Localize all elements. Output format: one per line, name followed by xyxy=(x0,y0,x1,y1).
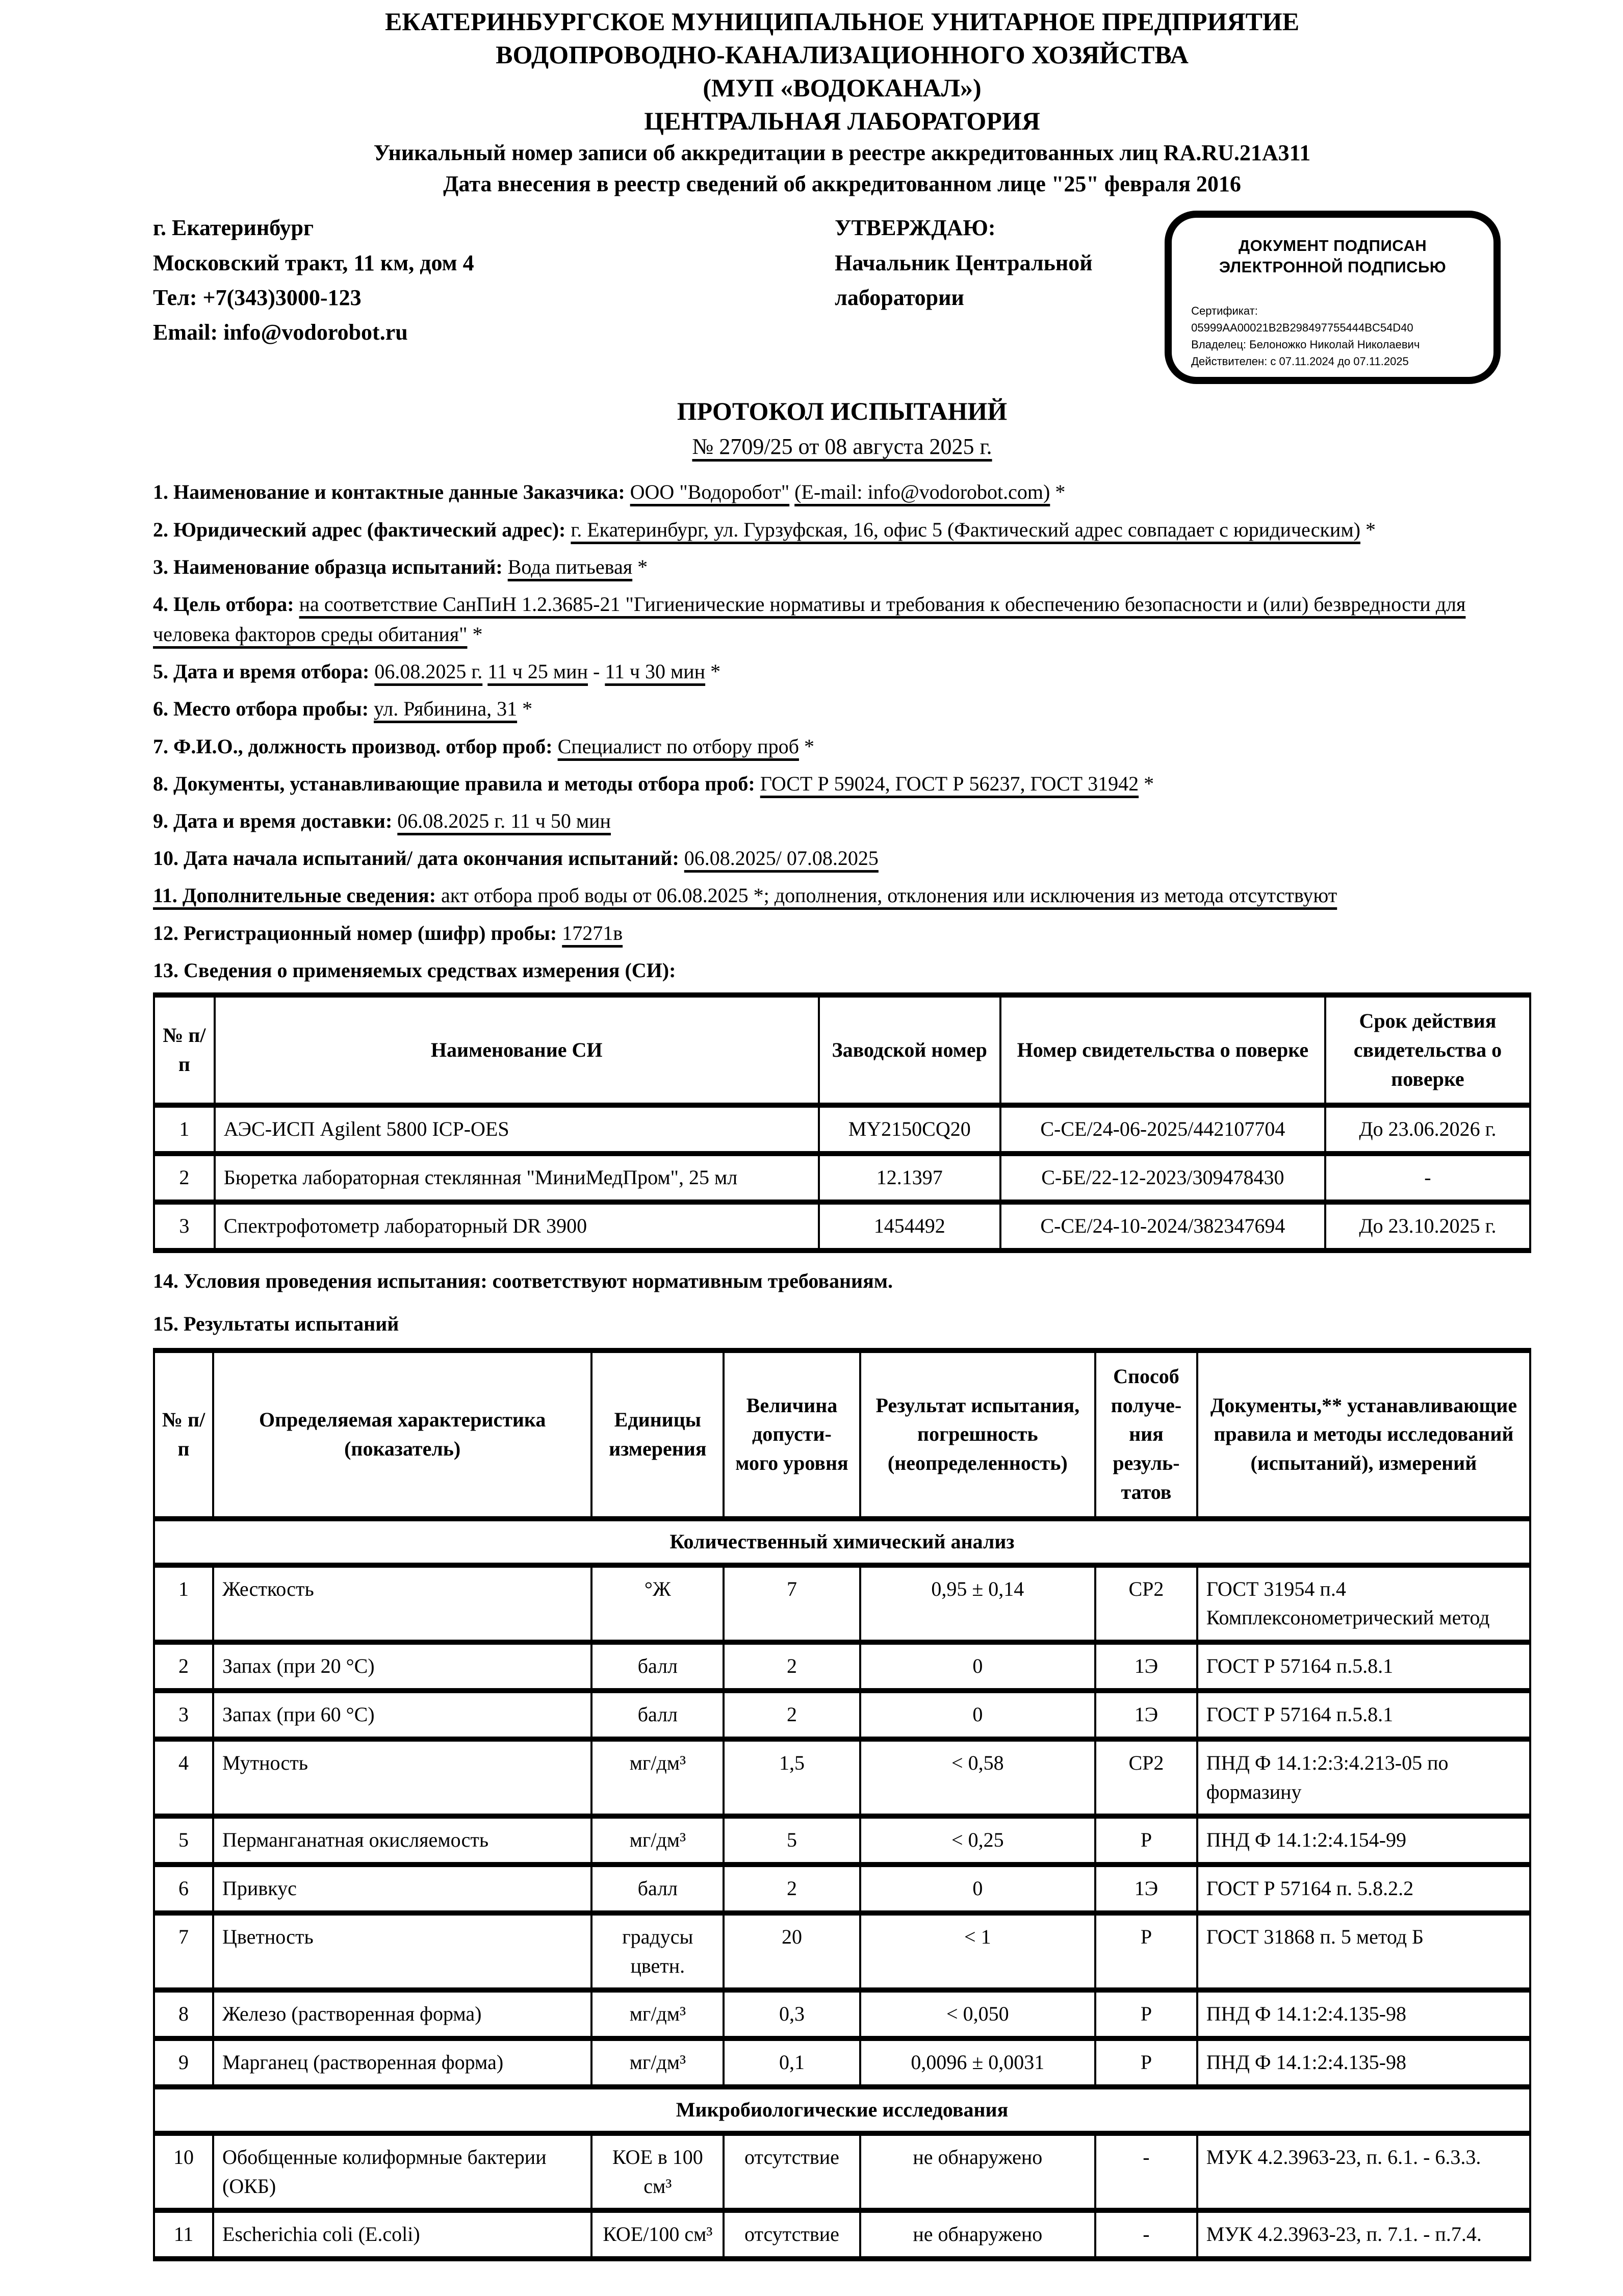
org-header xyxy=(153,5,1531,199)
table-cell: Р xyxy=(1095,1990,1197,2038)
table-cell: КОЕ в 100 см³ xyxy=(591,2133,724,2211)
table-cell: ПНД Ф 14.1:2:3:4.213-05 по формазину xyxy=(1197,1739,1530,1817)
table-cell: СР2 xyxy=(1095,1565,1197,1643)
results-column-header: Единицы измерения xyxy=(591,1350,724,1519)
table-cell: < 0,25 xyxy=(860,1816,1096,1865)
table-cell: ПНД Ф 14.1:2:4.135-98 xyxy=(1197,2038,1530,2087)
protocol-items xyxy=(153,477,1531,985)
contact-email: Email: info@vodorobot.ru xyxy=(153,320,408,345)
table-cell: Перманганатная окисляемость xyxy=(213,1816,591,1865)
table-cell: Обобщенные колиформные бактерии (ОКБ) xyxy=(213,2133,591,2211)
table-cell: балл xyxy=(591,1865,724,1913)
table-cell: С-СЕ/24-06-2025/442107704 xyxy=(1000,1105,1325,1154)
table-cell: Спектрофотометр лабораторный DR 3900 xyxy=(215,1202,819,1251)
table-cell: 1 xyxy=(154,1565,213,1643)
results-table-row xyxy=(154,1913,1530,1991)
table-cell: мг/дм³ xyxy=(591,1739,724,1817)
protocol-item: 4. Цель отбора: на соответствие СанПиН 1.2.3685-21 "Гигиенические нормативы и требования к обеспечению безопасности и (или) безвредности для человека факторов среды обитания" * xyxy=(153,592,1466,646)
table-cell: КОЕ/100 см³ xyxy=(591,2210,724,2259)
table-cell: АЭС-ИСП Agilent 5800 ICP-OES xyxy=(215,1105,819,1154)
results-column-header: Результат испытания, погрешность (неопределенность) xyxy=(860,1350,1096,1519)
validity-line: Действителен: с 07.11.2024 до 07.11.2025 xyxy=(1191,355,1409,368)
org-name-line-4: ЦЕНТРАЛЬНАЯ ЛАБОРАТОРИЯ xyxy=(644,107,1040,135)
protocol-item: 12. Регистрационный номер (шифр) пробы: 17271в xyxy=(153,921,623,945)
table-cell: ГОСТ Р 57164 п.5.8.1 xyxy=(1197,1691,1530,1739)
table-cell: 1 xyxy=(154,1105,215,1154)
table-cell: < 1 xyxy=(860,1913,1096,1991)
protocol-item: 1. Наименование и контактные данные Заказчика: ООО "Водоробот" (E-mail: info@vodorobot.com) * xyxy=(153,480,1066,504)
results-heading: 15. Результаты испытаний xyxy=(153,1312,399,1335)
si-table xyxy=(153,992,1531,1253)
results-table-row xyxy=(154,2038,1530,2087)
table-cell: Мутность xyxy=(213,1739,591,1817)
table-cell: 7 xyxy=(154,1913,213,1991)
table-cell: 8 xyxy=(154,1990,213,2038)
table-cell: Escherichia coli (E.coli) xyxy=(213,2210,591,2259)
info-row xyxy=(153,211,1531,384)
results-table-row xyxy=(154,1691,1530,1739)
table-cell: ГОСТ Р 57164 п.5.8.1 xyxy=(1197,1642,1530,1691)
results-table-header-row xyxy=(154,1350,1530,1519)
digital-signature-stamp xyxy=(1165,211,1501,384)
table-cell: 0,1 xyxy=(724,2038,860,2087)
stamp-details xyxy=(1191,302,1474,370)
results-column-header: Документы,** устанавливающие правила и методы исследований (испытаний), измерений xyxy=(1197,1350,1530,1519)
table-cell: 1454492 xyxy=(819,1202,1000,1251)
table-cell: До 23.06.2026 г. xyxy=(1325,1105,1530,1154)
approver-title-line-2: лаборатории xyxy=(835,285,964,310)
protocol-item: 5. Дата и время отбора: 06.08.2025 г. 11 ч 25 мин - 11 ч 30 мин * xyxy=(153,660,721,683)
results-section-row xyxy=(154,2087,1530,2133)
table-cell: 1Э xyxy=(1095,1865,1197,1913)
table-cell: - xyxy=(1325,1154,1530,1202)
org-name-line-1: ЕКАТЕРИНБУРГСКОЕ МУНИЦИПАЛЬНОЕ УНИТАРНОЕ ПРЕДПРИЯТИЕ xyxy=(384,7,1300,36)
table-cell: Привкус xyxy=(213,1865,591,1913)
table-cell: 1,5 xyxy=(724,1739,860,1817)
table-cell: балл xyxy=(591,1642,724,1691)
si-column-header: Номер свидетельства о поверке xyxy=(1000,995,1325,1105)
table-cell: Бюретка лабораторная стеклянная "МиниМедПром", 25 мл xyxy=(215,1154,819,1202)
protocol-item: 11. Дополнительные сведения: акт отбора проб воды от 06.08.2025 *; дополнения, отклонения или исключения из метода отсутствуют xyxy=(153,884,1337,907)
table-cell: Р xyxy=(1095,1913,1197,1991)
table-cell: Марганец (растворенная форма) xyxy=(213,2038,591,2087)
stamp-title xyxy=(1191,235,1474,278)
contact-address: Московский тракт, 11 км, дом 4 xyxy=(153,250,474,275)
protocol-item: 13. Сведения о применяемых средствах измерения (СИ): xyxy=(153,958,676,982)
stamp-title-line-2: ЭЛЕКТРОННОЙ ПОДПИСЬЮ xyxy=(1219,258,1447,276)
contact-city: г. Екатеринбург xyxy=(153,215,314,241)
results-table-row xyxy=(154,1642,1530,1691)
protocol-item: 2. Юридический адрес (фактический адрес): г. Екатеринбург, ул. Гурзуфская, 16, офис 5 (Фактический адрес совпадает с юридическим) * xyxy=(153,518,1376,541)
table-cell: Р xyxy=(1095,2038,1197,2087)
table-cell: ГОСТ 31954 п.4 Комплексонометрический метод xyxy=(1197,1565,1530,1643)
org-name-line-2: ВОДОПРОВОДНО-КАНАЛИЗАЦИОННОГО ХОЗЯЙСТВА xyxy=(496,40,1189,69)
table-cell: 11 xyxy=(154,2210,213,2259)
results-column-header: Определяемая характеристика (показатель) xyxy=(213,1350,591,1519)
table-cell: МУК 4.2.3963-23, п. 7.1. - п.7.4. xyxy=(1197,2210,1530,2259)
table-cell: 2 xyxy=(724,1642,860,1691)
table-cell: 2 xyxy=(724,1691,860,1739)
table-cell: 0 xyxy=(860,1691,1096,1739)
si-table-row xyxy=(154,1154,1530,1202)
table-cell: МУК 4.2.3963-23, п. 6.1. - 6.3.3. xyxy=(1197,2133,1530,2211)
si-column-header: Наименование СИ xyxy=(215,995,819,1105)
si-table-header-row xyxy=(154,995,1530,1105)
contact-block xyxy=(153,211,733,350)
results-column-header: Способ получе-ния резуль-татов xyxy=(1095,1350,1197,1519)
results-table-row xyxy=(154,1990,1530,2038)
si-table-body xyxy=(154,1105,1530,1250)
table-cell: С-БЕ/22-12-2023/309478430 xyxy=(1000,1154,1325,1202)
table-cell: СР2 xyxy=(1095,1739,1197,1817)
table-cell: 0,0096 ± 0,0031 xyxy=(860,2038,1096,2087)
results-table-row xyxy=(154,1565,1530,1643)
protocol-title: ПРОТОКОЛ ИСПЫТАНИЙ xyxy=(677,397,1008,426)
table-cell: балл xyxy=(591,1691,724,1739)
table-cell: 6 xyxy=(154,1865,213,1913)
protocol-item: 8. Документы, устанавливающие правила и методы отбора проб: ГОСТ Р 59024, ГОСТ Р 56237, ГОСТ 31942 * xyxy=(153,772,1154,795)
table-cell: °Ж xyxy=(591,1565,724,1643)
table-cell: С-СЕ/24-10-2024/382347694 xyxy=(1000,1202,1325,1251)
table-cell: 5 xyxy=(724,1816,860,1865)
results-table-body xyxy=(154,1519,1530,2259)
protocol-number: № 2709/25 от 08 августа 2025 г. xyxy=(692,433,992,459)
table-cell: Р xyxy=(1095,1816,1197,1865)
results-column-header: Величина допусти-мого уровня xyxy=(724,1350,860,1519)
protocol-item: 6. Место отбора пробы: ул. Рябинина, 31 * xyxy=(153,697,533,721)
protocol-item: 3. Наименование образца испытаний: Вода питьевая * xyxy=(153,555,648,578)
si-table-row xyxy=(154,1202,1530,1251)
table-cell: Запах (при 60 °С) xyxy=(213,1691,591,1739)
owner-line: Владелец: Белоножко Николай Николаевич xyxy=(1191,338,1420,351)
accreditation-line: Уникальный номер записи об аккредитации в реестре аккредитованных лиц RA.RU.21А311 xyxy=(373,140,1311,165)
results-table-row xyxy=(154,1739,1530,1817)
stamp-title-line-1: ДОКУМЕНТ ПОДПИСАН xyxy=(1239,237,1427,255)
table-cell: 0,95 ± 0,14 xyxy=(860,1565,1096,1643)
certificate-line: Сертификат: 05999AA00021B2B298497755444BC54D40 xyxy=(1191,304,1413,335)
contact-phone: Тел: +7(343)3000-123 xyxy=(153,285,362,310)
approver-title-line-1: Начальник Центральной xyxy=(835,250,1093,275)
table-cell: 2 xyxy=(724,1865,860,1913)
table-cell: 1Э xyxy=(1095,1691,1197,1739)
org-name-line-3: (МУП «ВОДОКАНАЛ») xyxy=(703,73,982,102)
table-cell: мг/дм³ xyxy=(591,2038,724,2087)
approval-block xyxy=(835,211,1165,315)
table-cell: 2 xyxy=(154,1154,215,1202)
table-cell: MY2150CQ20 xyxy=(819,1105,1000,1154)
si-column-header: № п/п xyxy=(154,995,215,1105)
table-cell: 1Э xyxy=(1095,1642,1197,1691)
table-cell: градусы цветн. xyxy=(591,1913,724,1991)
table-cell: До 23.10.2025 г. xyxy=(1325,1202,1530,1251)
results-table-row xyxy=(154,1865,1530,1913)
table-cell: 3 xyxy=(154,1202,215,1251)
table-cell: ПНД Ф 14.1:2:4.154-99 xyxy=(1197,1816,1530,1865)
table-cell: 7 xyxy=(724,1565,860,1643)
results-section-title: Микробиологические исследования xyxy=(154,2087,1530,2133)
table-cell: 2 xyxy=(154,1642,213,1691)
results-table-row xyxy=(154,2210,1530,2259)
results-table-row xyxy=(154,1816,1530,1865)
table-cell: 5 xyxy=(154,1816,213,1865)
table-cell: мг/дм³ xyxy=(591,1990,724,2038)
results-section-row xyxy=(154,1519,1530,1565)
table-cell: не обнаружено xyxy=(860,2210,1096,2259)
protocol-item: 7. Ф.И.О., должность производ. отбор проб: Специалист по отбору проб * xyxy=(153,734,814,758)
table-cell: 12.1397 xyxy=(819,1154,1000,1202)
conditions-line: 14. Условия проведения испытания: соответствуют нормативным требованиям. xyxy=(153,1269,893,1292)
protocol-item: 10. Дата начала испытаний/ дата окончания испытаний: 06.08.2025/ 07.08.2025 xyxy=(153,847,879,870)
table-cell: < 0,58 xyxy=(860,1739,1096,1817)
table-cell: - xyxy=(1095,2210,1197,2259)
table-cell: ГОСТ 31868 п. 5 метод Б xyxy=(1197,1913,1530,1991)
table-cell: 4 xyxy=(154,1739,213,1817)
table-cell: 20 xyxy=(724,1913,860,1991)
table-cell: Железо (растворенная форма) xyxy=(213,1990,591,2038)
protocol-item: 9. Дата и время доставки: 06.08.2025 г. 11 ч 50 мин xyxy=(153,809,611,833)
results-column-header: № п/п xyxy=(154,1350,213,1519)
table-cell: 0 xyxy=(860,1642,1096,1691)
results-table-row xyxy=(154,2133,1530,2211)
si-column-header: Срок действия свидетельства о поверке xyxy=(1325,995,1530,1105)
table-cell: 3 xyxy=(154,1691,213,1739)
si-table-row xyxy=(154,1105,1530,1154)
registry-date-line: Дата внесения в реестр сведений об аккредитованном лице "25" февраля 2016 xyxy=(443,171,1241,196)
table-cell: Запах (при 20 °С) xyxy=(213,1642,591,1691)
approval-label: УТВЕРЖДАЮ: xyxy=(835,215,996,241)
table-cell: 0 xyxy=(860,1865,1096,1913)
table-cell: 0,3 xyxy=(724,1990,860,2038)
table-cell: Цветность xyxy=(213,1913,591,1991)
table-cell: - xyxy=(1095,2133,1197,2211)
table-cell: < 0,050 xyxy=(860,1990,1096,2038)
table-cell: 9 xyxy=(154,2038,213,2087)
results-table xyxy=(153,1348,1531,2262)
table-cell: ПНД Ф 14.1:2:4.135-98 xyxy=(1197,1990,1530,2038)
table-cell: Жесткость xyxy=(213,1565,591,1643)
table-cell: отсутствие xyxy=(724,2133,860,2211)
table-cell: 10 xyxy=(154,2133,213,2211)
results-section-title: Количественный химический анализ xyxy=(154,1519,1530,1565)
table-cell: не обнаружено xyxy=(860,2133,1096,2211)
table-cell: отсутствие xyxy=(724,2210,860,2259)
si-column-header: Заводской номер xyxy=(819,995,1000,1105)
table-cell: ГОСТ Р 57164 п. 5.8.2.2 xyxy=(1197,1865,1530,1913)
table-cell: мг/дм³ xyxy=(591,1816,724,1865)
